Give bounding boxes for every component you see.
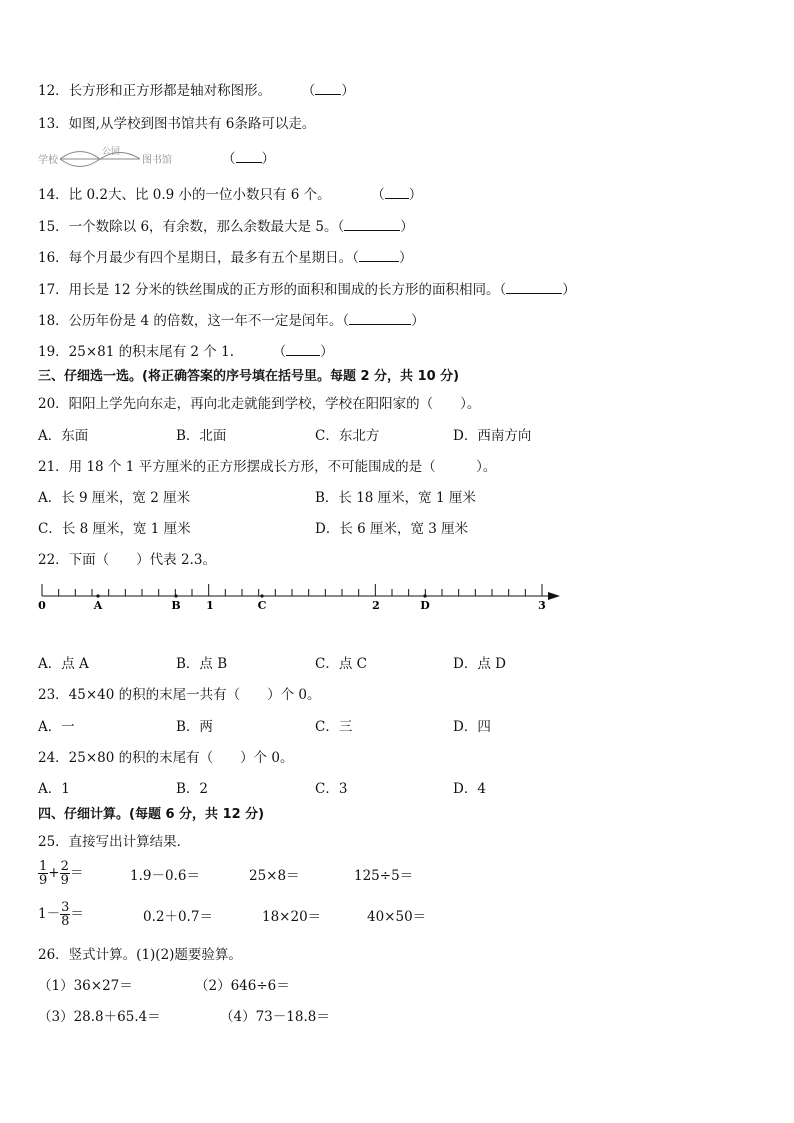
paren-close: ） bbox=[411, 313, 425, 329]
paren-open: （ bbox=[371, 187, 385, 203]
q25-expr-2: 1.9－0.6＝ bbox=[130, 868, 200, 884]
paren-close: ） bbox=[320, 344, 334, 360]
question-14-text: 14．比 0.2大、比 0.9 小的一位小数只有 6 个。 bbox=[38, 187, 331, 203]
q22-option-d[interactable]: D．点 D bbox=[453, 656, 506, 672]
answer-blank[interactable] bbox=[286, 343, 320, 356]
answer-blank[interactable] bbox=[344, 218, 400, 231]
paren-close: ） bbox=[408, 187, 423, 203]
q21-option-c[interactable]: C．长 8 厘米，宽 1 厘米 bbox=[38, 521, 191, 537]
label-1: 1 bbox=[206, 599, 214, 612]
question-23: 23．45×40 的积的末尾一共有（ ）个 0。 bbox=[38, 687, 321, 703]
paren-close: ） bbox=[562, 282, 576, 298]
q25-expr-5: 1－ $\frac{3}{8}$ ＝ bbox=[38, 900, 84, 929]
number-line-svg bbox=[30, 578, 570, 612]
point-marker bbox=[260, 594, 263, 597]
paren-close: ） bbox=[261, 151, 275, 167]
q25-expr-8: 40×50＝ bbox=[367, 909, 427, 925]
question-15-text: 15．一个数除以 6，有余数，那么余数最大是 5。（ bbox=[38, 219, 345, 235]
paren-close: ） bbox=[341, 83, 355, 99]
question-13 bbox=[38, 115, 315, 133]
q25-expr-1: $\frac{1}{9}$ + $\frac{2}{9}$ ＝ bbox=[39, 859, 84, 888]
question-26: 26．竖式计算。(1)(2)题要验算。 bbox=[38, 947, 242, 963]
question-20: 20．阳阳上学先向东走，再向北走就能到学校，学校在阳阳家的（ ）。 bbox=[38, 396, 481, 412]
question-24: 24．25×80 的积的末尾有（ ）个 0。 bbox=[38, 750, 294, 766]
question-17 bbox=[38, 281, 576, 299]
route-diagram bbox=[38, 142, 178, 172]
answer-blank[interactable] bbox=[385, 186, 409, 199]
q22-option-a[interactable]: A．点 A bbox=[38, 656, 89, 672]
question-25: 25．直接写出计算结果． bbox=[38, 834, 191, 850]
question-18-text: 18．公历年份是 4 的倍数，这一年不一定是闰年。（ bbox=[38, 313, 350, 329]
question-12 bbox=[38, 82, 355, 100]
q23-option-b[interactable]: B．两 bbox=[176, 719, 213, 735]
question-12-text: 12．长方形和正方形都是轴对称图形。 bbox=[38, 83, 272, 99]
question-14 bbox=[38, 186, 422, 204]
route-figure bbox=[38, 142, 178, 172]
q21-option-b[interactable]: B．长 18 厘米，宽 1 厘米 bbox=[315, 490, 476, 506]
section-3-heading: 三、仔细选一选。(将正确答案的序号填在括号里。每题 2 分，共 10 分) bbox=[38, 369, 460, 384]
fraction: $\frac{2}{9}$ bbox=[60, 859, 69, 888]
point-marker bbox=[423, 594, 426, 597]
paren-open: （ bbox=[301, 83, 316, 99]
label-2: 2 bbox=[372, 599, 380, 612]
q21-option-a[interactable]: A．长 9 厘米，宽 2 厘米 bbox=[38, 490, 191, 506]
q23-option-a[interactable]: A．一 bbox=[38, 719, 75, 735]
q23-option-d[interactable]: D．四 bbox=[453, 719, 491, 735]
q24-option-b[interactable]: B．2 bbox=[176, 781, 209, 797]
q22-option-b[interactable]: B．点 B bbox=[176, 656, 228, 672]
q20-option-c[interactable]: C．东北方 bbox=[315, 428, 380, 444]
question-16-text: 16．每个月最少有四个星期日，最多有五个星期日。（ bbox=[38, 250, 359, 266]
question-21: 21．用 18 个 1 平方厘米的正方形摆成长方形，不可能围成的是（ ）。 bbox=[38, 459, 497, 475]
label-a: A bbox=[93, 599, 103, 612]
q26-item-4: （4）73－18.8＝ bbox=[220, 1009, 330, 1025]
answer-blank[interactable] bbox=[506, 281, 562, 294]
question-15 bbox=[38, 218, 414, 236]
label-c: C bbox=[257, 599, 267, 612]
answer-blank[interactable] bbox=[315, 82, 341, 95]
section-4-heading: 四、仔细计算。(每题 6 分，共 12 分) bbox=[38, 807, 265, 822]
q21-option-d[interactable]: D．长 6 厘米，宽 3 厘米 bbox=[315, 521, 469, 537]
q24-option-d[interactable]: D．4 bbox=[453, 781, 486, 797]
question-16 bbox=[38, 249, 412, 267]
park-label: 公园 bbox=[102, 147, 121, 157]
q20-option-a[interactable]: A．东面 bbox=[38, 428, 89, 444]
library-label: 图书馆 bbox=[142, 155, 172, 166]
q22-option-c[interactable]: C．点 C bbox=[315, 656, 367, 672]
question-18 bbox=[38, 312, 425, 330]
q24-option-c[interactable]: C．3 bbox=[315, 781, 348, 797]
question-19 bbox=[38, 343, 334, 361]
paren-close: ） bbox=[400, 219, 414, 235]
point-marker bbox=[96, 594, 99, 597]
point-marker bbox=[174, 594, 177, 597]
answer-blank[interactable] bbox=[359, 249, 399, 262]
number-line bbox=[30, 578, 570, 612]
q23-option-c[interactable]: C．三 bbox=[315, 719, 353, 735]
label-d: D bbox=[420, 599, 430, 612]
q25-expr-7: 18×20＝ bbox=[262, 909, 322, 925]
paren-close: ） bbox=[398, 250, 413, 266]
q25-expr-3: 25×8＝ bbox=[249, 868, 300, 884]
q25-expr-4: 125÷5＝ bbox=[354, 868, 414, 884]
school-label: 学校 bbox=[38, 155, 58, 166]
question-22: 22．下面（ ）代表 2.3。 bbox=[38, 552, 216, 568]
answer-blank[interactable] bbox=[349, 312, 411, 325]
q24-option-a[interactable]: A．1 bbox=[38, 781, 70, 797]
question-13-text: 13．如图,从学校到图书馆共有 6条路可以走。 bbox=[38, 116, 316, 132]
question-19-text: 19．25×81 的积末尾有 2 个 1. bbox=[38, 344, 234, 360]
q25-expr-6: 0.2＋0.7＝ bbox=[143, 909, 213, 925]
fraction: $\frac{3}{8}$ bbox=[61, 900, 70, 929]
arrow-head-icon bbox=[548, 592, 560, 600]
fraction: $\frac{1}{9}$ bbox=[39, 859, 48, 888]
paren-open: （ bbox=[272, 344, 287, 360]
q26-item-1: （1）36×27＝ bbox=[38, 978, 133, 994]
question-17-text: 17．用长是 12 分米的铁丝围成的正方形的面积和围成的长方形的面积相同。（ bbox=[38, 282, 507, 298]
q20-option-b[interactable]: B．北面 bbox=[176, 428, 227, 444]
answer-blank[interactable] bbox=[236, 150, 262, 163]
question-13-answer bbox=[222, 150, 275, 168]
label-b: B bbox=[171, 599, 181, 612]
q20-option-d[interactable]: D．西南方向 bbox=[453, 428, 532, 444]
paren-open: （ bbox=[222, 151, 236, 167]
q26-item-2: （2）646÷6＝ bbox=[195, 978, 290, 994]
label-0: 0 bbox=[38, 599, 46, 612]
q26-item-3: （3）28.8＋65.4＝ bbox=[38, 1009, 161, 1025]
label-3: 3 bbox=[538, 599, 546, 612]
